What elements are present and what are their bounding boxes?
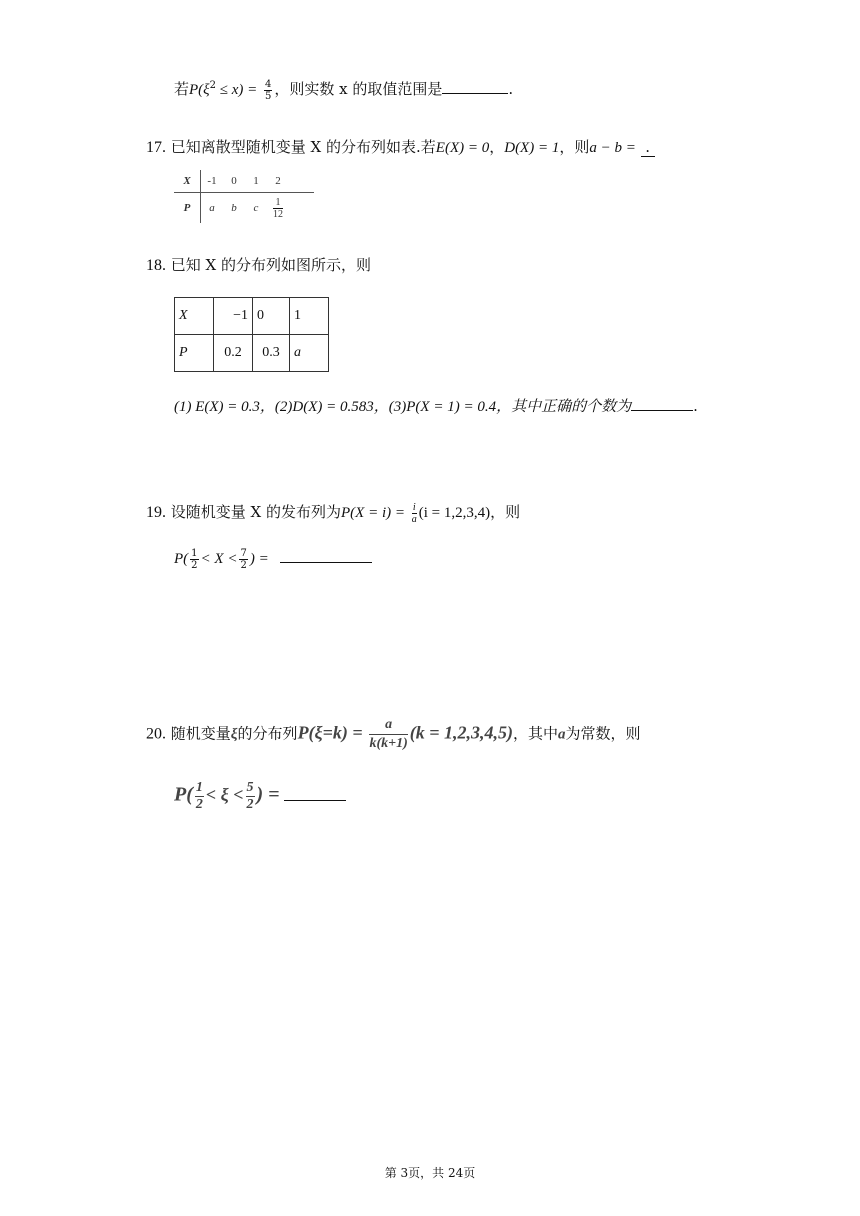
q17-distribution-table-image: X -1 0 1 2 P a b c $\frac{1}{12}$ xyxy=(174,170,314,223)
question-number: 19. xyxy=(146,504,166,521)
q17-line: 17. 已知离散型随机变量 X 的分布列如表.若E(X) = 0，D(X) = 1，则a − b = . xyxy=(146,136,655,157)
question-number: 17. xyxy=(146,139,166,156)
answer-blank[interactable] xyxy=(631,395,693,411)
q20-line-2: P( $\frac{1}{2}$ < ξ < $\frac{5}{2}$ ) = xyxy=(174,780,346,813)
answer-blank[interactable]: . xyxy=(641,138,655,157)
answer-blank[interactable] xyxy=(284,785,346,801)
q18-line: 18. 已知 X 的分布列如图所示，则 xyxy=(146,256,371,274)
answer-blank[interactable] xyxy=(280,547,372,563)
question-number: 20. xyxy=(146,725,166,743)
page-footer: 第 3页，共 24页 xyxy=(384,1166,476,1180)
question-number: 18. xyxy=(146,257,166,274)
q18-distribution-table: X −1 0 1 P 0.2 0.3 a xyxy=(174,297,329,372)
q19-line-2: P( $\frac{1}{2}$ < X < $\frac{7}{2}$ ) = xyxy=(174,547,372,571)
q19-line: 19. 设随机变量 X 的发布列为P(X = i) = $\frac{i}{a}$ (i = 1,2,3,4)，则 xyxy=(146,501,521,525)
q16-line: 若$P(\xi^2 \le x)$ = $\frac{4}{5}$ ，则实数 x 的取值范围是 . xyxy=(174,78,514,102)
q20-fraction: $\frac{a}{k(k+1)}$ xyxy=(369,717,408,751)
answer-blank[interactable] xyxy=(442,78,508,94)
q20-line: 20. 随机变量ξ的分布列P(ξ=k) = $\frac{a}{k(k+1)}$ (k = 1,2,3,4,5)，其中a为常数，则 xyxy=(146,717,641,751)
q16-fraction: $\frac{4}{5}$ xyxy=(265,78,272,102)
q19-fraction: $\frac{i}{a}$ xyxy=(411,501,417,525)
q18-statement: (1) E(X) = 0.3，(2)D(X) = 0.583，(3)P(X = 1) = 0.4，其中正确的个数为 . xyxy=(174,397,698,415)
